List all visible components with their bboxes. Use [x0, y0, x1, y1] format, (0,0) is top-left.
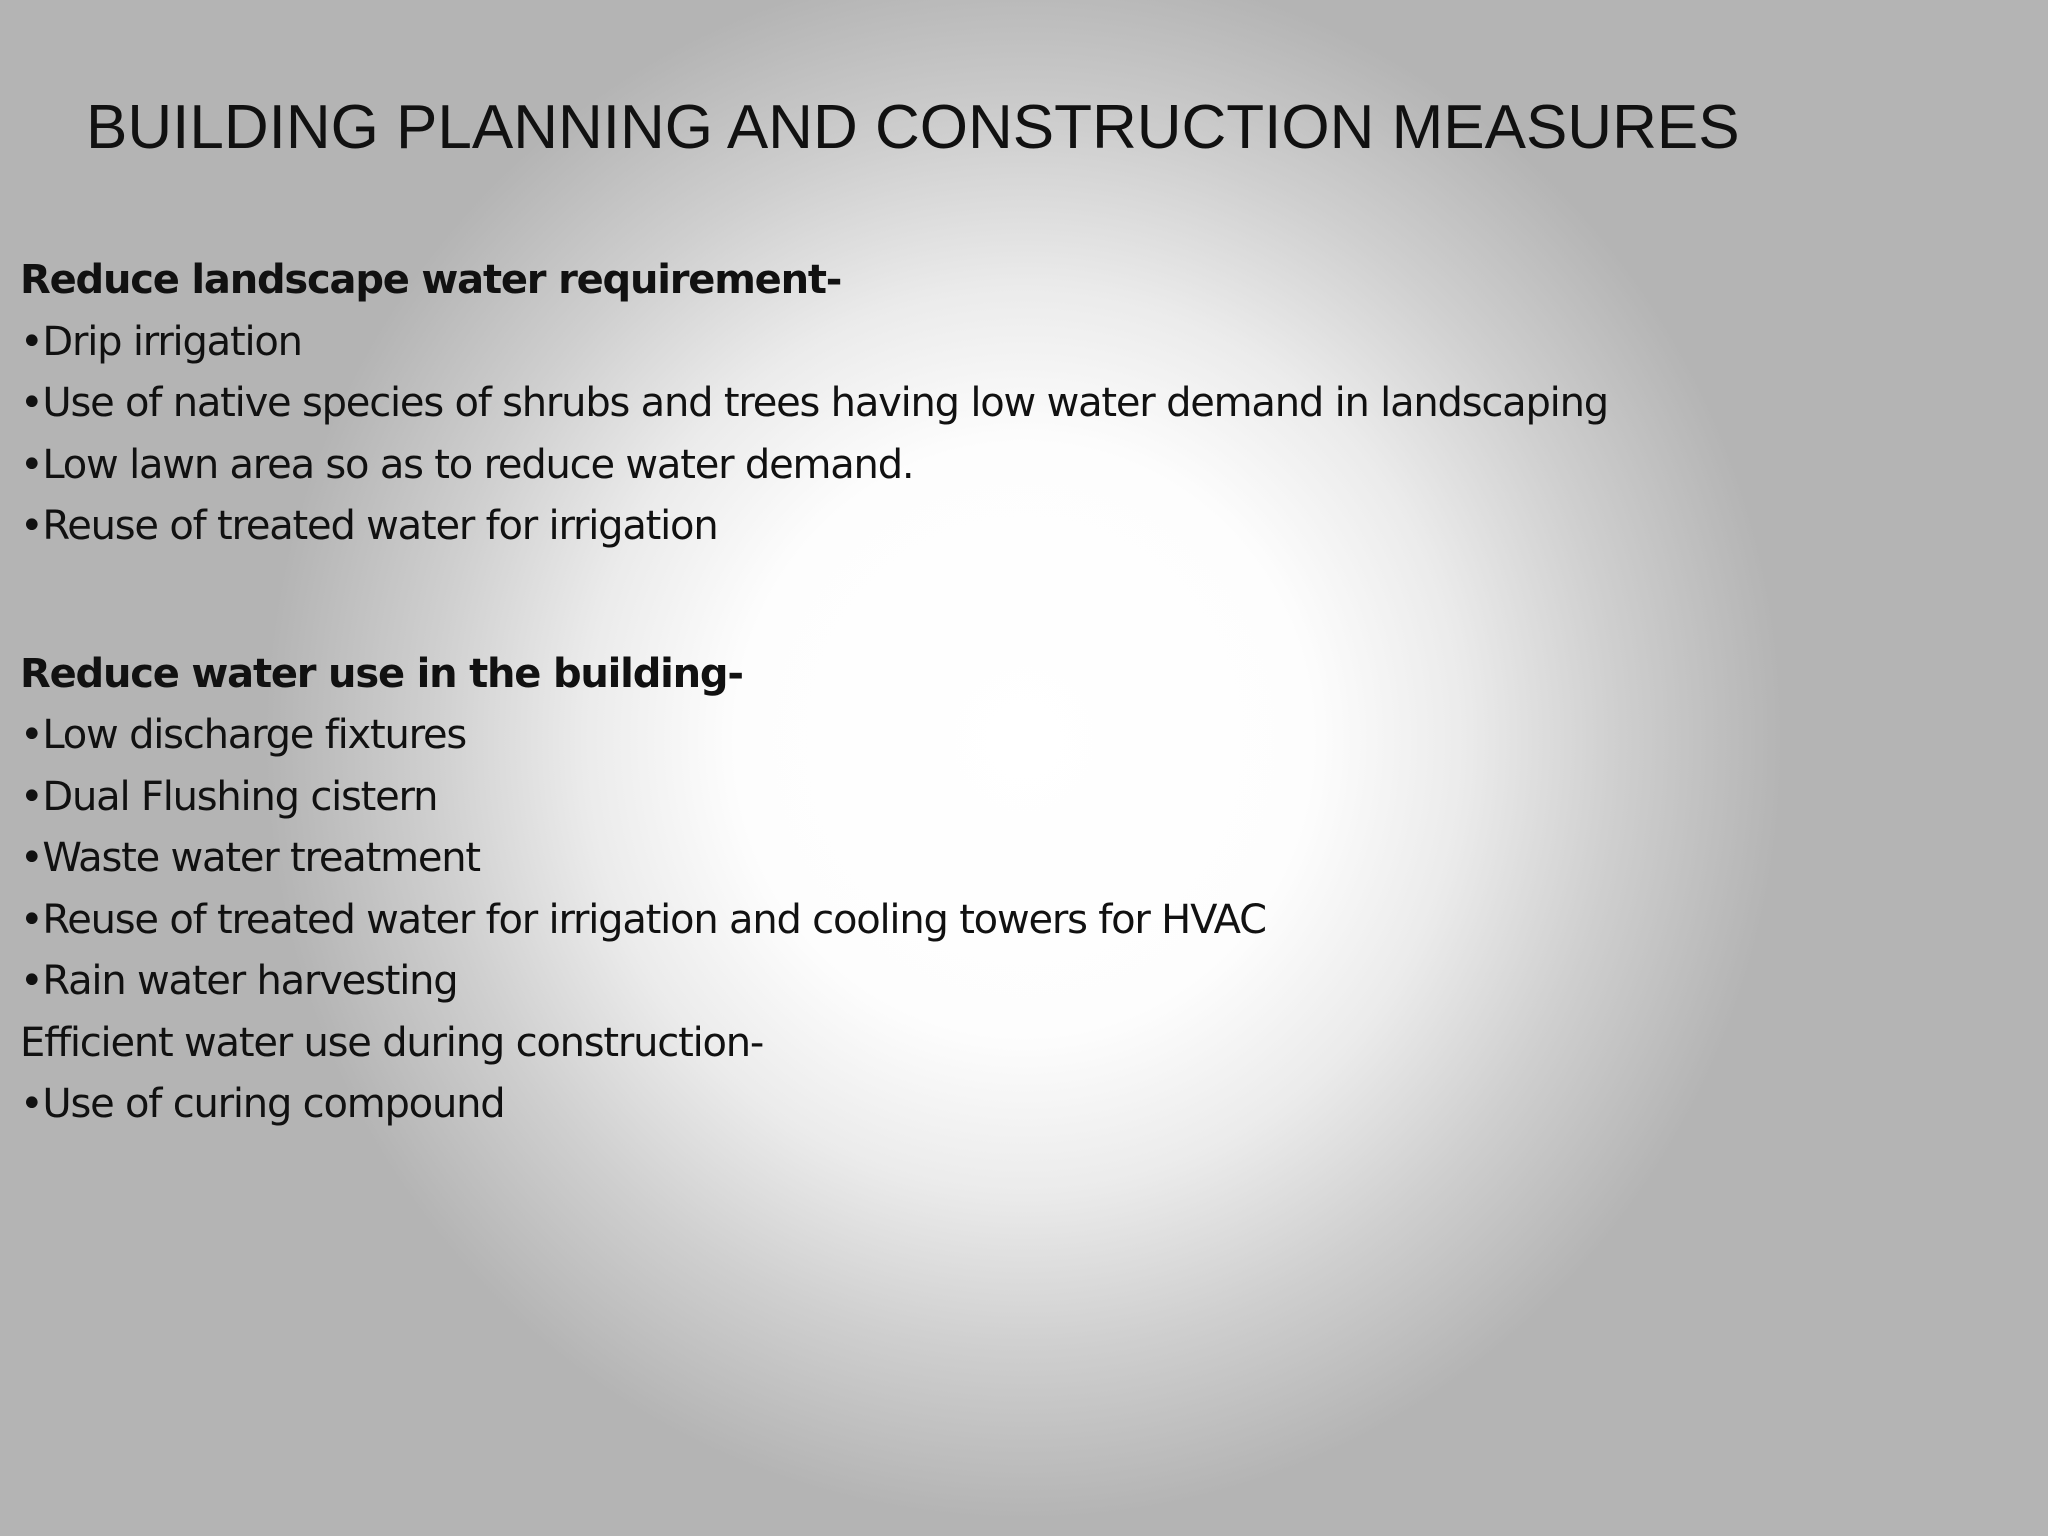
slide-body [20, 250, 2020, 1136]
bullet-item: •Rain water harvesting [20, 958, 458, 1004]
bullet-item: •Use of curing compound [20, 1081, 505, 1127]
section-heading-landscape: Reduce landscape water requirement- [20, 257, 842, 303]
bullet-item: •Drip irrigation [20, 318, 302, 365]
bullet-item: •Use of native species of shrubs and trees having low water demand in landscaping [20, 380, 1608, 426]
bullet-item: •Reuse of treated water for irrigation [20, 503, 718, 549]
bullet-item: •Reuse of treated water for irrigation and cooling towers for HVAC [20, 896, 1266, 943]
bullet-item: •Waste water treatment [20, 835, 480, 881]
section-spacer [20, 558, 2020, 644]
bullet-item: •Low lawn area so as to reduce water demand. [20, 441, 914, 488]
bullet-item: •Dual Flushing cistern [20, 773, 438, 820]
section-heading-building: Reduce water use in the building- [20, 650, 743, 697]
section-heading-construction: Efficient water use during construction- [20, 1019, 764, 1066]
slide-title: BUILDING PLANNING AND CONSTRUCTION MEASURES [86, 93, 1740, 162]
bullet-item: •Low discharge fixtures [20, 712, 467, 758]
